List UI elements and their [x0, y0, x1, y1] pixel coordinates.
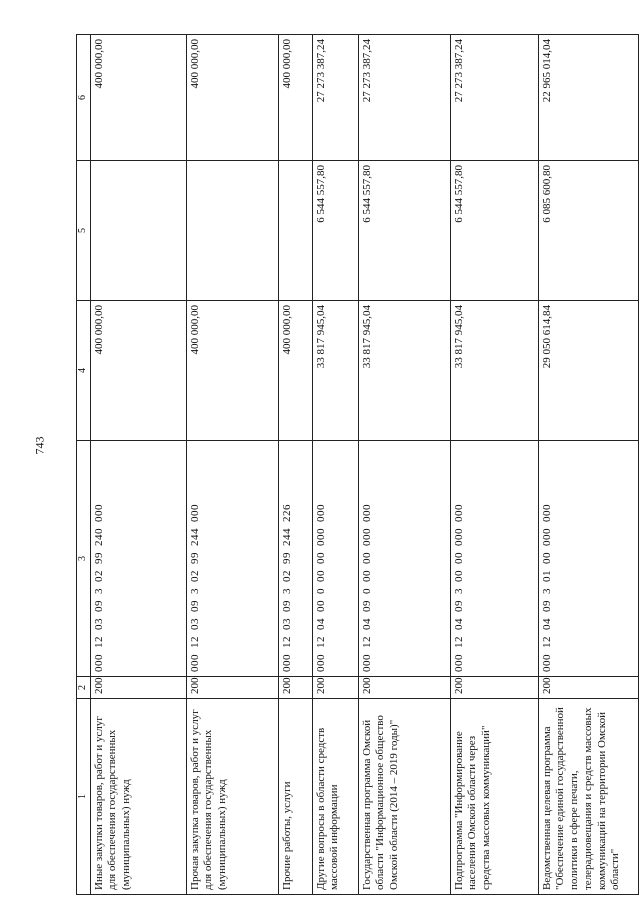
- row-classification-code-cell: [538, 441, 638, 677]
- row-amount-col4-cell: 400 000,00: [90, 301, 186, 441]
- column-header: 5: [77, 161, 91, 301]
- code-segment: 000: [360, 504, 373, 522]
- code-segment: 000: [188, 654, 201, 672]
- code-segment: 000: [452, 504, 465, 522]
- row-amount-col4-cell: 33 817 945,04: [450, 301, 538, 441]
- row-classification-code-cell: [278, 441, 312, 677]
- column-header: 4: [77, 301, 91, 441]
- row-admin-code-cell: 200: [450, 677, 538, 699]
- row-name-cell: Государственная программа Омской области "Информационное общество Омской области (2014 – 2019 годы)": [358, 699, 450, 895]
- code-segment: 02: [280, 570, 293, 582]
- code-segment: 04: [452, 618, 465, 630]
- code-segment: 00: [540, 552, 553, 564]
- code-segment: 04: [360, 618, 373, 630]
- row-admin-code-cell: 200: [358, 677, 450, 699]
- code-segment: 12: [92, 636, 105, 648]
- code-segment: 000: [92, 504, 105, 522]
- row-name-cell: Ведомственная целевая программа "Обеспечение единой государственной политики в сфере печати, телерадиовещания и средств массовых коммуникаций на территории Омской области": [538, 699, 638, 895]
- code-segment: 3: [452, 588, 465, 594]
- row-admin-code-cell: 200: [538, 677, 638, 699]
- row-admin-code-cell: 200: [186, 677, 278, 699]
- code-segment: 04: [540, 618, 553, 630]
- code-segment: 09: [360, 600, 373, 612]
- row-amount-col5-cell: [186, 161, 278, 301]
- row-amount-col4-cell: 33 817 945,04: [358, 301, 450, 441]
- budget-table: [76, 34, 639, 895]
- code-segment: 000: [92, 654, 105, 672]
- code-segment: 09: [280, 600, 293, 612]
- table-row: [90, 35, 186, 895]
- row-admin-code-cell: 200: [278, 677, 312, 699]
- code-segment: 000: [314, 654, 327, 672]
- code-segment: 226: [280, 504, 293, 522]
- code-segment: 09: [540, 600, 553, 612]
- table-row: [358, 35, 450, 895]
- code-segment: 03: [280, 618, 293, 630]
- code-segment: 04: [314, 618, 327, 630]
- header-row: [77, 35, 91, 895]
- code-segment: 12: [280, 636, 293, 648]
- row-name-cell: Подпрограмма "Информирование населения Омской области через средства массовых коммуникаций": [450, 699, 538, 895]
- row-admin-code-cell: 200: [90, 677, 186, 699]
- table-row: [278, 35, 312, 895]
- row-amount-col5-cell: [90, 161, 186, 301]
- code-segment: 000: [452, 654, 465, 672]
- row-admin-code-cell: 200: [312, 677, 358, 699]
- row-amount-col6-cell: 400 000,00: [90, 35, 186, 161]
- code-segment: 00: [314, 600, 327, 612]
- code-segment: 000: [188, 504, 201, 522]
- row-amount-col5-cell: 6 544 557,80: [312, 161, 358, 301]
- row-amount-col6-cell: 400 000,00: [186, 35, 278, 161]
- code-segment: 000: [452, 528, 465, 546]
- code-segment: 000: [360, 528, 373, 546]
- code-segment: 99: [280, 552, 293, 564]
- code-segment: 00: [360, 552, 373, 564]
- code-segment: 00: [314, 570, 327, 582]
- code-segment: 000: [540, 504, 553, 522]
- code-segment: 0: [360, 588, 373, 594]
- row-name-cell: Другие вопросы в области средств массовой информации: [312, 699, 358, 895]
- code-segment: 244: [280, 528, 293, 546]
- code-segment: 09: [452, 600, 465, 612]
- column-header: 3: [77, 441, 91, 677]
- row-amount-col6-cell: 27 273 387,24: [450, 35, 538, 161]
- row-amount-col5-cell: 6 544 557,80: [450, 161, 538, 301]
- code-segment: 99: [188, 552, 201, 564]
- row-name-cell: Прочая закупка товаров, работ и услуг для обеспечения государственных (муниципальных) нужд: [186, 699, 278, 895]
- code-segment: 12: [188, 636, 201, 648]
- code-segment: 000: [314, 528, 327, 546]
- code-segment: 000: [280, 654, 293, 672]
- table-row: [538, 35, 638, 895]
- code-segment: 03: [92, 618, 105, 630]
- code-segment: 03: [188, 618, 201, 630]
- row-amount-col4-cell: 33 817 945,04: [312, 301, 358, 441]
- row-name-cell: Иные закупки товаров, работ и услуг для обеспечения государственных (муниципальных) нужд: [90, 699, 186, 895]
- row-classification-code-cell: [312, 441, 358, 677]
- row-classification-code-cell: [90, 441, 186, 677]
- code-segment: 12: [452, 636, 465, 648]
- row-amount-col5-cell: 6 085 600,80: [538, 161, 638, 301]
- rotated-table-container: [76, 35, 624, 895]
- code-segment: 000: [540, 528, 553, 546]
- code-segment: 00: [452, 570, 465, 582]
- code-segment: 00: [452, 552, 465, 564]
- code-segment: 000: [540, 654, 553, 672]
- code-segment: 02: [188, 570, 201, 582]
- code-segment: 244: [188, 528, 201, 546]
- code-segment: 12: [360, 636, 373, 648]
- row-amount-col6-cell: 400 000,00: [278, 35, 312, 161]
- code-segment: 99: [92, 552, 105, 564]
- code-segment: 000: [314, 504, 327, 522]
- row-amount-col4-cell: 400 000,00: [278, 301, 312, 441]
- row-amount-col4-cell: 400 000,00: [186, 301, 278, 441]
- row-amount-col6-cell: 27 273 387,24: [358, 35, 450, 161]
- row-amount-col6-cell: 22 965 014,04: [538, 35, 638, 161]
- row-amount-col5-cell: 6 544 557,80: [358, 161, 450, 301]
- row-name-cell: Прочие работы, услуги: [278, 699, 312, 895]
- code-segment: 02: [92, 570, 105, 582]
- row-amount-col4-cell: 29 050 614,84: [538, 301, 638, 441]
- row-classification-code-cell: [450, 441, 538, 677]
- code-segment: 00: [360, 570, 373, 582]
- column-header: 1: [77, 699, 91, 895]
- table-row: [450, 35, 538, 895]
- row-classification-code-cell: [186, 441, 278, 677]
- code-segment: 240: [92, 528, 105, 546]
- code-segment: 09: [92, 600, 105, 612]
- page-number: 743: [32, 436, 47, 455]
- code-segment: 3: [188, 588, 201, 594]
- row-amount-col5-cell: [278, 161, 312, 301]
- table-row: [312, 35, 358, 895]
- row-classification-code-cell: [358, 441, 450, 677]
- code-segment: 01: [540, 570, 553, 582]
- code-segment: 0: [314, 588, 327, 594]
- code-segment: 12: [540, 636, 553, 648]
- code-segment: 3: [92, 588, 105, 594]
- table-body: [90, 35, 638, 895]
- code-segment: 000: [360, 654, 373, 672]
- code-segment: 3: [280, 588, 293, 594]
- code-segment: 12: [314, 636, 327, 648]
- code-segment: 09: [188, 600, 201, 612]
- table-row: [186, 35, 278, 895]
- column-header: 6: [77, 35, 91, 161]
- column-header: 2: [77, 677, 91, 699]
- code-segment: 00: [314, 552, 327, 564]
- code-segment: 3: [540, 588, 553, 594]
- row-amount-col6-cell: 27 273 387,24: [312, 35, 358, 161]
